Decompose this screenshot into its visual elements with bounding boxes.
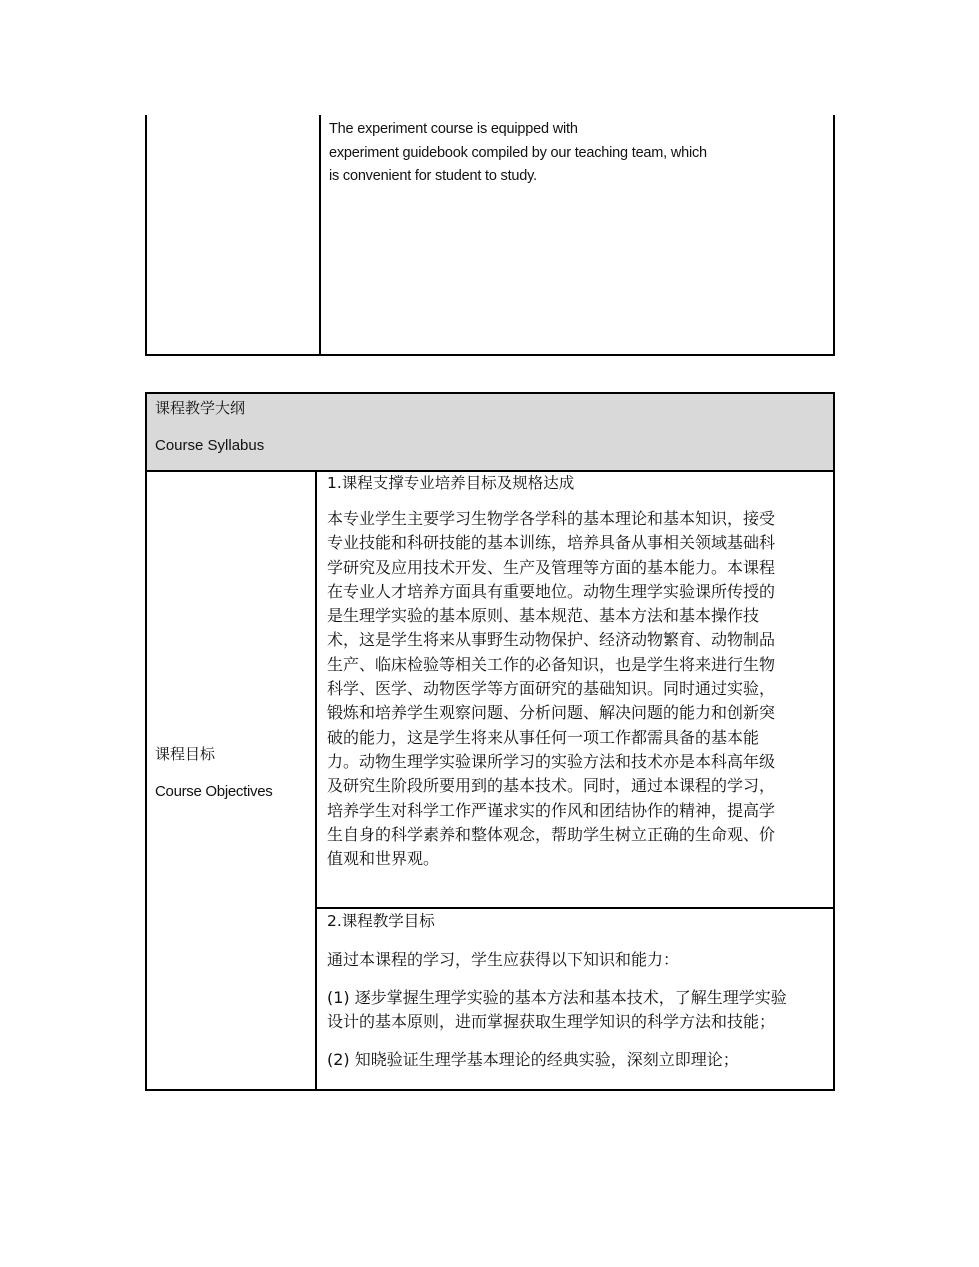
paragraph-line: 术，这是学生将来从事野生动物保护、经济动物繁育、动物制品 xyxy=(327,630,776,650)
objectives-label xyxy=(155,744,305,802)
continuation-text xyxy=(329,118,819,189)
goal-item-1-line-1: (1) 逐步掌握生理学实验的基本方法和基本技术，了解生理学实验 xyxy=(327,988,787,1007)
objectives-label-zh: 课程目标 xyxy=(155,745,216,763)
text-line: The experiment course is equipped with xyxy=(329,121,578,137)
paragraph-line: 科学、医学、动物医学等方面研究的基础知识。同时通过实验， xyxy=(327,679,776,699)
text-line: is convenient for student to study. xyxy=(329,168,537,184)
goal-item-1-line-2: 设计的基本原则，进而掌握获取生理学知识的科学方法和技能； xyxy=(327,1012,776,1031)
paragraph-line: 本专业学生主要学习生物学各学科的基本理论和基本知识，接受 xyxy=(327,509,776,528)
paragraph-line: 培养学生对科学工作严谨求实的作风和团结协作的精神，提高学 xyxy=(327,800,776,820)
paragraph-line: 及研究生阶段所要用到的基本技术。同时，通过本课程的学习， xyxy=(327,776,776,796)
column-divider xyxy=(319,115,321,354)
section-title: 2.课程教学目标 xyxy=(327,912,435,930)
syllabus-header-en: Course Syllabus xyxy=(155,437,265,454)
syllabus-header-zh: 课程教学大纲 xyxy=(155,399,246,417)
row-divider xyxy=(315,907,833,909)
continuation-table xyxy=(145,115,835,356)
section-title: 1.课程支撑专业培养目标及规格达成 xyxy=(327,474,575,492)
paragraph-line: 学研究及应用技术开发、生产及管理等方面的基本能力。本课程 xyxy=(327,557,776,577)
goal-item-2: (2) 知晓验证生理学基本理论的经典实验，深刻立即理论； xyxy=(327,1050,739,1069)
objectives-label-en: Course Objectives xyxy=(155,783,273,800)
paragraph-line: 值观和世界观。 xyxy=(327,849,440,869)
paragraph-line: 力。动物生理学实验课所学习的实验方法和技术亦是本科高年级 xyxy=(327,751,776,771)
paragraph-line: 生自身的科学素养和整体观念，帮助学生树立正确的生命观、价 xyxy=(327,824,776,844)
paragraph-line: 生产、临床检验等相关工作的必备知识，也是学生将来进行生物 xyxy=(327,654,776,674)
column-divider xyxy=(315,470,317,1089)
section-professional-goals xyxy=(327,472,829,871)
section-teaching-goals xyxy=(327,910,832,1072)
paragraph-line: 专业技能和科研技能的基本训练，培养具备从事相关领域基础科 xyxy=(327,533,776,553)
paragraph-line: 破的能力，这是学生将来从事任何一项工作都需具备的基本能 xyxy=(327,727,760,747)
section-paragraph xyxy=(327,507,829,871)
paragraph-line: 锻炼和培养学生观察问题、分析问题、解决问题的能力和创新突 xyxy=(327,703,776,723)
text-line: experiment guidebook compiled by our teaching team, which xyxy=(329,144,707,161)
syllabus-header xyxy=(147,394,833,472)
paragraph-line: 在专业人才培养方面具有重要地位。动物生理学实验课所传授的 xyxy=(327,581,776,601)
section-intro: 通过本课程的学习，学生应获得以下知识和能力： xyxy=(327,950,680,969)
syllabus-table xyxy=(145,392,835,1091)
paragraph-line: 是生理学实验的基本原则、基本规范、基本方法和基本操作技 xyxy=(327,606,760,626)
